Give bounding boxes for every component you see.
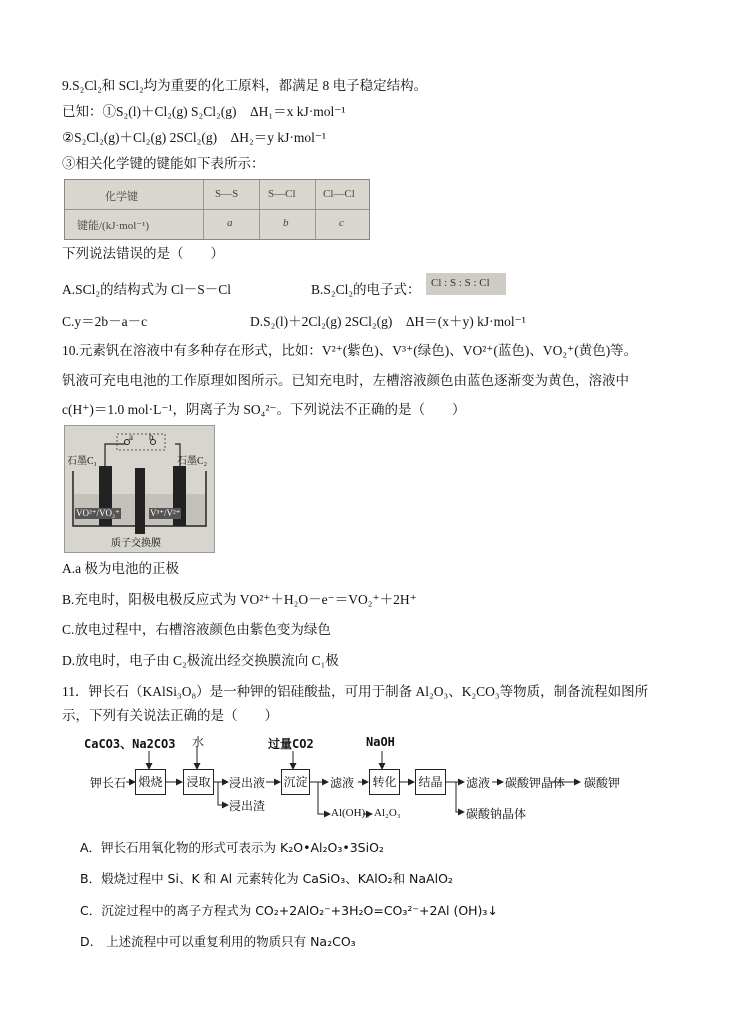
battery-diagram: [64, 425, 215, 553]
table-energy-b: b: [283, 217, 289, 229]
flow-start: 钾长石: [90, 776, 127, 790]
flow-leachate: 浸出液: [229, 776, 266, 790]
q9-option-a: A.SCl₂的结构式为 Cl－S－Cl: [62, 282, 231, 297]
q9-question: 下列说法错误的是（ ）: [62, 246, 224, 261]
q10-line-2: 钒液可充电电池的工作原理如图所示。已知充电时，左槽溶液颜色由蓝色逐渐变为黄色，溶液中: [62, 373, 629, 388]
q9-stem: 9.S₂Cl₂和 SCl₂均为重要的化工原料，都满足 8 电子稳定结构。: [62, 78, 428, 93]
q11-option-d: D. 上述流程中可以重复利用的物质只有 Na₂CO₃: [80, 934, 356, 949]
q11-line-1: 11．钾长石（KAlSi₃O₈）是一种钾的铝硅酸盐，可用于制备 Al₂O₃、K₂CO₃等物质，制备流程如图所: [62, 684, 649, 699]
input-water: 水: [192, 735, 205, 749]
flow-residue: 浸出渣: [229, 799, 266, 813]
q9-given-1: 已知：①S₂(l)＋Cl₂(g) S₂Cl₂(g) ΔH₁＝x kJ·mol⁻¹: [62, 104, 346, 119]
input-excess-co2: 过量CO2: [268, 737, 314, 751]
q10-line-3: c(H⁺)＝1.0 mol·L⁻¹，阴离子为 SO₄²⁻。下列说法不正确的是（ ）: [62, 402, 466, 417]
flow-k2co3: 碳酸钾: [584, 776, 621, 790]
electron-formula-image: [426, 273, 506, 295]
flow-filtrate-1: 滤液: [330, 776, 355, 790]
flow-k2co3-crystal: 碳酸钾晶体: [505, 776, 566, 790]
input-naoh: NaOH: [366, 735, 395, 749]
table-header-bond: 化学键: [105, 191, 138, 203]
q9-given-2: ②S₂Cl₂(g)＋Cl₂(g) 2SCl₂(g) ΔH₂＝y kJ·mol⁻¹: [62, 130, 326, 145]
label-right-solution: V³⁺/V²⁺: [150, 508, 181, 518]
bond-energy-table: [64, 179, 370, 240]
table-bond-scl: S—Cl: [268, 188, 296, 200]
q11-option-b: B．煅烧过程中 Si、K 和 Al 元素转化为 CaSiO₃、KAlO₂和 NaAlO₂: [80, 871, 453, 886]
flow-box-crystallize: 结晶: [415, 769, 446, 795]
label-right-electrode: 石墨C₂: [177, 456, 208, 467]
label-membrane: 质子交换膜: [108, 534, 164, 549]
q11-option-a: A．钾长石用氧化物的形式可表示为 K₂O•Al₂O₃•3SiO₂: [80, 840, 384, 855]
label-left-electrode: 石墨C₁: [67, 456, 98, 467]
table-bond-clcl: Cl—Cl: [323, 188, 355, 200]
table-energy-a: a: [227, 217, 233, 229]
flow-filtrate-2: 滤液: [466, 776, 491, 790]
flow-box-leach: 浸取: [183, 769, 214, 795]
flow-box-calcine: 煅烧: [135, 769, 166, 795]
label-terminal-b: b: [149, 432, 154, 442]
flow-na2co3-crystal: 碳酸钠晶体: [466, 807, 527, 821]
q10-option-d: D.放电时，电子由 C₂极流出经交换膜流向 C₁极: [62, 653, 339, 668]
flow-aloh3: Al(OH)₃: [331, 807, 370, 819]
table-header-energy: 键能/(kJ·mol⁻¹): [77, 220, 150, 232]
table-bond-ss: S—S: [215, 188, 239, 200]
q10-option-c: C.放电过程中，右槽溶液颜色由紫色变为绿色: [62, 622, 331, 637]
flow-al2o3: Al₂O₃: [374, 807, 401, 819]
q10-option-a: A.a 极为电池的正极: [62, 561, 179, 576]
electron-formula-text: Cl : S : S : Cl: [431, 277, 490, 289]
flow-box-convert: 转化: [369, 769, 400, 795]
q11-line-2: 示，下列有关说法正确的是（ ）: [62, 708, 278, 723]
q10-line-1: 10.元素钒在溶液中有多种存在形式，比如：V²⁺(紫色)、V³⁺(绿色)、VO²⁺(蓝色)、VO₂⁺(黄色)等。: [62, 343, 638, 358]
input-caco3-na2co3: CaCO3、Na2CO3: [84, 737, 176, 751]
q10-option-b: B.充电时，阳极电极反应式为 VO²⁺＋H₂O－e⁻＝VO₂⁺＋2H⁺: [62, 592, 417, 607]
q11-option-c: C．沉淀过程中的离子方程式为 CO₂+2AlO₂⁻+3H₂O=CO₃²⁻+2Al (OH)₃↓: [80, 903, 498, 918]
q9-option-d: D.S₂(l)＋2Cl₂(g) 2SCl₂(g) ΔH＝(x＋y) kJ·mol⁻¹: [250, 314, 526, 329]
q9-option-c: C.y＝2b－a－c: [62, 314, 148, 329]
label-left-solution: VO²⁺/VO₂⁺: [76, 508, 120, 518]
q9-option-b: B.S₂Cl₂的电子式：: [311, 282, 421, 297]
flow-box-precipitate: 沉淀: [281, 769, 310, 795]
table-energy-c: c: [339, 217, 344, 229]
label-terminal-a: a: [129, 432, 133, 442]
q9-given-3: ③相关化学键的键能如下表所示：: [62, 156, 265, 171]
